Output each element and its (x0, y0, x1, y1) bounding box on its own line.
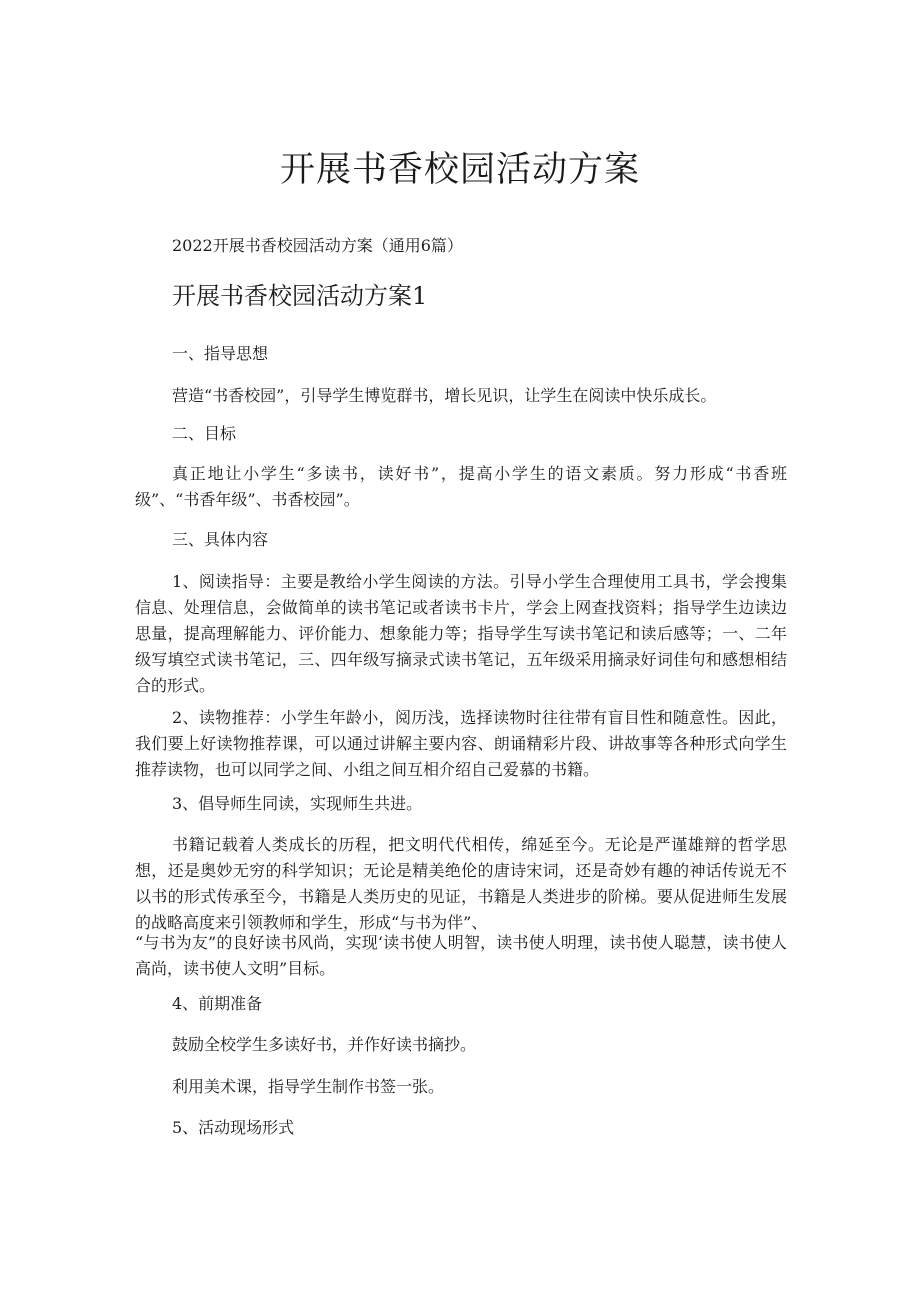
paragraph-co-reading: 3、倡导师生同读，实现师生共进。 (172, 794, 423, 813)
paragraph-encourage-reading: 鼓励全校学生多读好书，并作好读书摘抄。 (172, 1035, 477, 1054)
heading-goal: 二、目标 (172, 424, 237, 443)
document-subtitle: 2022开展书香校园活动方案（通用6篇） (172, 236, 463, 255)
document-title: 开展书香校园活动方案 (279, 150, 640, 190)
paragraph-bookmark: 利用美术课，指导学生制作书签一张。 (172, 1077, 445, 1096)
paragraph-reading-ethos: “与书为友”的良好读书风尚，实现‘读书使人明智，读书使人明理，读书使人聪慧，读书使人高尚，读书使人文明”目标。 (135, 933, 787, 978)
paragraph-books-history: 书籍记载着人类成长的历程，把文明代代相传，绵延至今。无论是严谨雄辩的哲学思想，还是奥妙无穷的科学知识；无论是精美绝伦的唐诗宋词，还是奇妙有趣的神话传说无不以书的形式传承至今，书籍是人类历史的见证，书籍是人类进步的阶梯。要从促进师生发展的战略高度来引领教师和学生，形成“与书为伴”、 (135, 835, 787, 932)
heading-content: 三、具体内容 (172, 530, 269, 549)
heading-preparation: 4、前期准备 (172, 994, 263, 1013)
section-title: 开展书香校园活动方案1 (172, 282, 428, 310)
heading-event-format: 5、活动现场形式 (172, 1118, 295, 1137)
paragraph-book-recommendation: 2、读物推荐：小学生年龄小，阅历浅，选择读物时往往带有盲目性和随意性。因此，我们要上好读物推荐课，可以通过讲解主要内容、朗诵精彩片段、讲故事等各种形式向学生推荐读物，也可以同学之间、小组之间互相介绍自己爱慕的书籍。 (135, 708, 787, 779)
heading-guiding-thought: 一、指导思想 (172, 344, 269, 363)
paragraph-reading-guidance: 1、阅读指导：主要是教给小学生阅读的方法。引导小学生合理使用工具书，学会搜集信息、处理信息，会做简单的读书笔记或者读书卡片，学会上网查找资料；指导学生边读边思量，提高理解能力、评价能力、想象能力等；指导学生写读书笔记和读后感等；一、二年级写填空式读书笔记，三、四年级写摘录式读书笔记，五年级采用摘录好词佳句和感想相结合的形式。 (135, 572, 787, 695)
paragraph-guiding-thought: 营造“书香校园”，引导学生博览群书，增长见识，让学生在阅读中快乐成长。 (172, 386, 717, 405)
paragraph-goal: 真正地让小学生“多读书，读好书”，提高小学生的语文素质。努力形成“书香班级”、“书香年级”、书香校园”。 (135, 464, 787, 509)
